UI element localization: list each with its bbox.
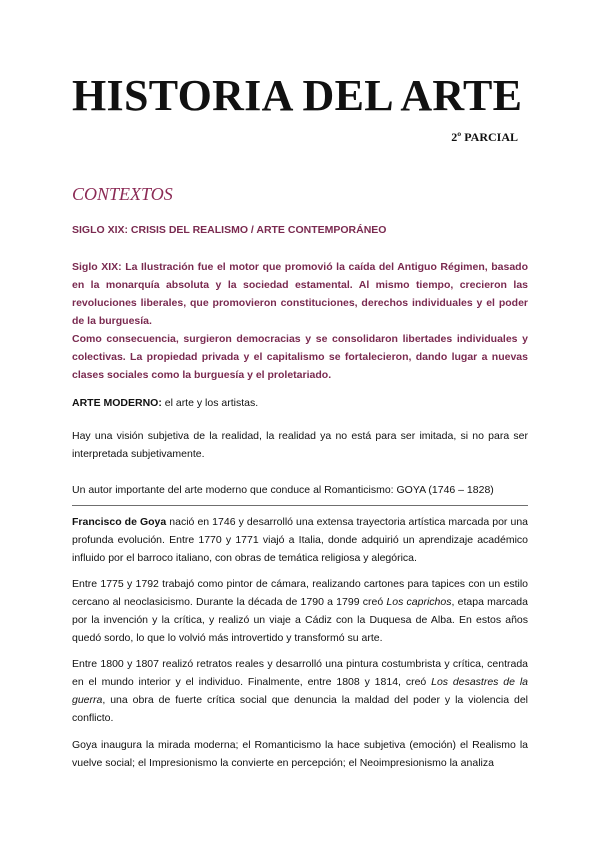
- arte-moderno-heading: [72, 394, 528, 412]
- arte-moderno-label: ARTE MODERNO:: [72, 397, 162, 409]
- goya-p4-text: Goya inaugura la mirada moderna; el Romanticismo la hace subjetiva (emoción) el Realismo la vuelve social; el Impresionismo la convierte en percepción; el Neoimpresionismo la analiza: [72, 739, 528, 769]
- autor-text: Un autor importante del arte moderno que conduce al Romanticismo: GOYA (1746 – 1828): [72, 484, 494, 496]
- goya-p2-text-b: , etapa marcada por la invención y la crítica, y realizó un viaje a Cádiz con la Duquesa de Alba. En estos años quedó sordo, lo que lo volvió más introvertido y transformó su arte.: [72, 596, 528, 644]
- vision-text: Hay una visión subjetiva de la realidad, la realidad ya no está para ser imitada, si no para ser interpretada subjetivamente.: [72, 430, 528, 460]
- document-title: HISTORIA DEL ARTE: [72, 71, 523, 120]
- goya-paragraph-4: [72, 736, 528, 772]
- goya-p2-text-a: Entre 1775 y 1792 trabajó como pintor de cámara, realizando cartones para tapices con un estilo cercano al neoclasicismo. Durante la década de 1790 a 1799 creó: [72, 578, 528, 608]
- goya-p1-text: nació en 1746 y desarrolló una extensa trayectoria artística marcada por una profunda evolución. Entre 1770 y 1771 viajó a Italia, donde adquirió un aprendizaje académico influido por el barroco italiano, con obras de temática religiosa y alegórica.: [72, 516, 529, 564]
- document-subtitle: 2º PARCIAL: [451, 130, 518, 144]
- goya-p3-text-a: Entre 1800 y 1807 realizó retratos reales y desarrolló una pintura costumbrista y crítica, centrada en el mundo interior y el individuo. Finalmente, entre 1808 y 1814, creó: [72, 658, 528, 688]
- context-paragraph-1: Siglo XIX: La Ilustración fue el motor que promovió la caída del Antiguo Régimen, basado en la monarquía absoluta y la sociedad estamental. Al mismo tiempo, crecieron las revoluciones liberales, que promovieron constituciones, derechos individuales y el poder de la burguesía.: [72, 261, 528, 327]
- goya-p3-work-title: Los desastres de la guerra: [72, 676, 528, 706]
- goya-paragraph-3: [72, 655, 528, 727]
- section-title: CONTEXTOS: [72, 184, 173, 204]
- goya-p3-text-b: , una obra de fuerte crítica social que denuncia la maldad del poder y la violencia del conflicto.: [72, 694, 528, 724]
- goya-name: Francisco de Goya: [72, 516, 167, 528]
- horizontal-divider: [72, 505, 528, 506]
- context-paragraph-2: Como consecuencia, surgieron democracias y se consolidaron libertades individuales y colectivas. La propiedad privada y el capitalismo se fortalecieron, dando lugar a nuevas clases sociales como la burguesía y el proletariado.: [72, 333, 528, 381]
- goya-paragraph-2: [72, 575, 528, 647]
- arte-moderno-rest: el arte y los artistas.: [161, 397, 259, 409]
- autor-paragraph: [72, 481, 528, 499]
- section-heading: SIGLO XIX: CRISIS DEL REALISMO / ARTE CONTEMPORÁNEO: [72, 224, 387, 236]
- goya-paragraph-1: [72, 513, 528, 567]
- goya-p2-work-title: Los caprichos: [386, 596, 452, 608]
- vision-paragraph: [72, 427, 528, 463]
- context-block: [72, 258, 528, 384]
